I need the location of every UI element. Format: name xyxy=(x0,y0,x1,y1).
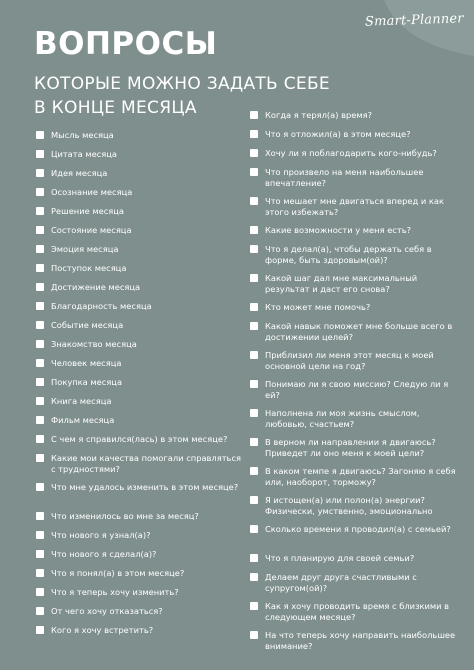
question-label: Что изменилось во мне за месяц? xyxy=(51,511,199,521)
question-label: Мысль месяца xyxy=(51,130,114,140)
checkbox[interactable] xyxy=(36,226,44,234)
question-label: Книга месяца xyxy=(51,396,112,406)
question-label: Я истощен(а) или полон(а) энергии? Физически, умственно, эмоционально xyxy=(265,495,433,516)
corner-decoration xyxy=(344,0,474,62)
list-item[interactable] xyxy=(36,530,241,541)
checkbox[interactable] xyxy=(250,438,258,446)
checkbox[interactable] xyxy=(36,245,44,253)
question-label: Какие мои качества помогали справляться с трудностями? xyxy=(51,453,242,474)
checkbox[interactable] xyxy=(36,607,44,615)
checkbox[interactable] xyxy=(36,131,44,139)
list-item[interactable] xyxy=(36,320,241,331)
question-label: Наполнена ли моя жизнь смыслом, любовью, счастьем? xyxy=(265,408,420,429)
list-item[interactable] xyxy=(36,434,241,445)
checkbox[interactable] xyxy=(250,380,258,388)
question-label: Приблизил ли меня этот месяц к моей основной цели на год? xyxy=(265,350,434,371)
list-item[interactable] xyxy=(250,630,462,651)
question-label: Что я отложил(а) в этом месяце? xyxy=(265,129,411,139)
checkbox[interactable] xyxy=(36,302,44,310)
checkbox[interactable] xyxy=(36,378,44,386)
page-title: ВОПРОСЫ xyxy=(34,26,218,62)
list-item[interactable] xyxy=(250,572,462,593)
question-label: Что я делал(а), чтобы держать себя в форме, быть здоровым(ой)? xyxy=(265,244,432,265)
list-item[interactable] xyxy=(250,553,462,564)
question-label: Покупка месяца xyxy=(51,377,123,387)
question-label: Хочу ли я поблагодарить кого-нибудь? xyxy=(265,148,437,158)
list-item[interactable] xyxy=(250,601,462,622)
list-item[interactable] xyxy=(36,149,241,160)
list-item[interactable] xyxy=(250,524,462,535)
question-label: Идея месяца xyxy=(51,168,108,178)
list-item[interactable] xyxy=(36,339,241,350)
checkbox[interactable] xyxy=(250,130,258,138)
list-item[interactable] xyxy=(36,225,241,236)
question-label: Делаем друг друга счастливыми с супругом(ой)? xyxy=(265,572,417,593)
list-item[interactable] xyxy=(250,273,462,294)
question-label: Цитата месяца xyxy=(51,149,117,159)
checkbox[interactable] xyxy=(36,550,44,558)
checkbox[interactable] xyxy=(36,397,44,405)
list-item[interactable] xyxy=(250,196,462,217)
list-item[interactable] xyxy=(36,625,241,636)
question-label: Понимаю ли я свою миссию? Следую ли я ей? xyxy=(265,379,449,400)
question-label: В верном ли направлении я двигаюсь? Приведет ли оно меня к моей цели? xyxy=(265,437,436,458)
checkbox[interactable] xyxy=(250,111,258,119)
checkbox[interactable] xyxy=(250,525,258,533)
list-item[interactable] xyxy=(36,282,241,293)
checkbox[interactable] xyxy=(250,245,258,253)
list-item[interactable] xyxy=(250,437,462,458)
list-item[interactable] xyxy=(36,396,241,407)
list-item[interactable] xyxy=(36,187,241,198)
checkbox[interactable] xyxy=(250,573,258,581)
checkbox[interactable] xyxy=(36,359,44,367)
checkbox[interactable] xyxy=(36,512,44,520)
list-item[interactable] xyxy=(36,206,241,217)
question-label: Что я понял(а) в этом месяце? xyxy=(51,568,185,578)
checkbox[interactable] xyxy=(36,569,44,577)
list-item[interactable] xyxy=(36,568,241,579)
list-item[interactable] xyxy=(36,587,241,598)
list-item[interactable] xyxy=(250,350,462,371)
list-item[interactable] xyxy=(250,129,462,140)
question-label: Какой шаг дал мне максимальный результат и даст его снова? xyxy=(265,273,418,294)
question-label: С чем я справился(лась) в этом месяце? xyxy=(51,434,228,444)
list-item[interactable] xyxy=(36,244,241,255)
checkbox[interactable] xyxy=(36,435,44,443)
question-label: Событие месяца xyxy=(51,320,124,330)
checkbox[interactable] xyxy=(250,467,258,475)
list-item[interactable] xyxy=(250,321,462,342)
brand-corner xyxy=(344,0,474,62)
list-item[interactable] xyxy=(250,110,462,121)
checkbox[interactable] xyxy=(36,169,44,177)
brand-logo: Smart-Planner xyxy=(365,11,465,30)
list-item[interactable] xyxy=(250,302,462,313)
subtitle-line: КОТОРЫЕ МОЖНО ЗАДАТЬ СЕБЕ xyxy=(34,74,330,94)
list-item[interactable] xyxy=(36,130,241,141)
question-label: Какой навык поможет мне больше всего в достижении целей? xyxy=(265,321,453,342)
question-label: Знакомство месяца xyxy=(51,339,137,349)
question-label: Благодарность месяца xyxy=(51,301,152,311)
question-label: Кто может мне помочь? xyxy=(265,302,371,312)
list-item[interactable] xyxy=(36,606,241,617)
checkbox[interactable] xyxy=(250,409,258,417)
list-item[interactable] xyxy=(36,301,241,312)
question-label: Кого я хочу встретить? xyxy=(51,625,154,635)
list-item[interactable] xyxy=(36,453,241,474)
question-label: Как я хочу проводить время с близкими в следующем месяце? xyxy=(265,601,450,622)
checkbox[interactable] xyxy=(250,226,258,234)
checkbox[interactable] xyxy=(36,416,44,424)
question-label: Когда я терял(а) время? xyxy=(265,110,373,120)
question-label: Что я планирую для своей семьи? xyxy=(265,553,415,563)
checkbox[interactable] xyxy=(250,496,258,504)
checkbox[interactable] xyxy=(36,283,44,291)
list-item[interactable] xyxy=(36,358,241,369)
checkbox[interactable] xyxy=(250,303,258,311)
checkbox[interactable] xyxy=(36,588,44,596)
question-label: Фильм месяца xyxy=(51,415,115,425)
checkbox[interactable] xyxy=(250,168,258,176)
question-label: Что я теперь хочу изменить? xyxy=(51,587,179,597)
question-label: Поступок месяца xyxy=(51,263,127,273)
list-item[interactable] xyxy=(36,377,241,388)
list-item[interactable] xyxy=(36,263,241,274)
question-label: Какие возможности у меня есть? xyxy=(265,225,411,235)
question-label: Что мне удалось изменить в этом месяце? xyxy=(51,482,239,492)
question-label: Человек месяца xyxy=(51,358,122,368)
subtitle-line: В КОНЦЕ МЕСЯЦА xyxy=(34,98,197,118)
list-item[interactable] xyxy=(36,482,241,493)
question-label: Состояние месяца xyxy=(51,225,132,235)
checkbox[interactable] xyxy=(250,351,258,359)
list-item[interactable] xyxy=(36,511,241,522)
question-label: На что теперь хочу направить наибольшее внимание? xyxy=(265,630,456,651)
checkbox[interactable] xyxy=(36,321,44,329)
checkbox[interactable] xyxy=(36,264,44,272)
checkbox[interactable] xyxy=(36,150,44,158)
question-label: От чего хочу отказаться? xyxy=(51,606,163,616)
checkbox[interactable] xyxy=(250,554,258,562)
checkbox[interactable] xyxy=(36,188,44,196)
list-item[interactable] xyxy=(250,167,462,188)
list-item[interactable] xyxy=(250,466,462,487)
list-item[interactable] xyxy=(36,415,241,426)
list-item[interactable] xyxy=(36,168,241,179)
list-item[interactable] xyxy=(36,549,241,560)
question-label: Достижение месяца xyxy=(51,282,141,292)
list-item[interactable] xyxy=(250,495,462,516)
question-label: Что мешает мне двигаться вперед и как этого избежать? xyxy=(265,196,444,217)
checkbox[interactable] xyxy=(36,483,44,491)
list-item[interactable] xyxy=(250,379,462,400)
checkbox[interactable] xyxy=(250,149,258,157)
list-item[interactable] xyxy=(250,408,462,429)
question-label: Эмоция месяца xyxy=(51,244,119,254)
question-label: Что нового я сделал(а)? xyxy=(51,549,157,559)
checkbox[interactable] xyxy=(36,207,44,215)
question-label: Что произвело на меня наибольшее впечатление? xyxy=(265,167,424,188)
checkbox[interactable] xyxy=(250,602,258,610)
list-item[interactable] xyxy=(250,244,462,265)
checkbox[interactable] xyxy=(36,531,44,539)
checkbox[interactable] xyxy=(250,274,258,282)
checkbox[interactable] xyxy=(250,197,258,205)
question-label: В каком темпе я двигаюсь? Загоняю я себя или, наоборот, торможу? xyxy=(265,466,456,487)
list-item[interactable] xyxy=(250,225,462,236)
checkbox[interactable] xyxy=(36,626,44,634)
list-item[interactable] xyxy=(250,148,462,159)
question-label: Осознание месяца xyxy=(51,187,133,197)
question-label: Сколько времени я проводил(а) с семьей? xyxy=(265,524,451,534)
checkbox[interactable] xyxy=(250,322,258,330)
question-label: Решение месяца xyxy=(51,206,125,216)
checkbox[interactable] xyxy=(36,454,44,462)
question-label: Что нового я узнал(а)? xyxy=(51,530,151,540)
checkbox[interactable] xyxy=(250,631,258,639)
checkbox[interactable] xyxy=(36,340,44,348)
